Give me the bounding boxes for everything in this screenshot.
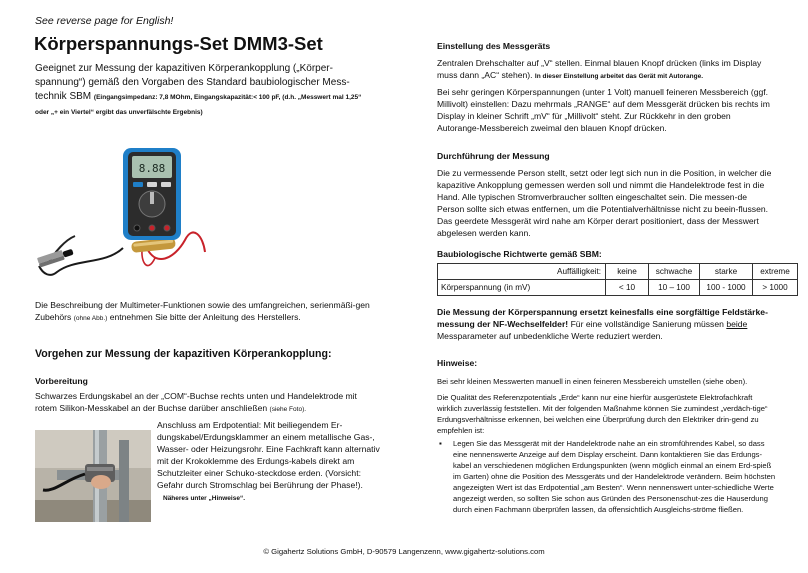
settings-paragraph-2: Bei sehr geringen Körperspannungen (unter 1 Volt) manuell feineren Messbereich (ggf. Millivolt) einstellen: Dazu mehrmals „RANGE“ auf dem Messgerät drücken bis rechts im Display in kleiner Schrift „mV“ für „Millivolt“ steht. Zur Rückkehr in den groben Autorange-Messbereich zweimal den blauen Knopf drücken. — [437, 87, 770, 133]
table-cell: Auffälligkeit: — [438, 264, 606, 280]
table-cell: keine — [606, 264, 649, 280]
table-cell: 10 – 100 — [649, 280, 700, 296]
preparation-text — [35, 390, 375, 416]
multimeter-set-photo — [35, 140, 207, 280]
notes-paragraph-1: Bei sehr kleinen Messwerten manuell in einen feineren Messbereich umstellen (siehe oben). — [437, 377, 748, 386]
footer-copyright: © Gigahertz Solutions GmbH, D-90579 Langenzenn, www.gigahertz-solutions.com — [263, 547, 545, 556]
table-cell: Körperspannung (in mV) — [438, 280, 606, 296]
notes-reference: Näheres unter „Hinweise“. — [163, 495, 245, 502]
preparation-photo-note: (siehe Foto). — [269, 406, 307, 413]
accessories-description — [35, 299, 380, 325]
preparation-instructions: Schwarzes Erdungskabel an der „COM“-Buchse rechts unten und Handelektrode mit rotem Silikon-Messkabel an der Buchse darüber anschließen — [35, 391, 357, 413]
notes-list — [437, 438, 777, 515]
shock-warning: (Vorsicht: Gefahr durch Stromschlag bei Berührung der Phase!). — [157, 468, 363, 490]
settings-paragraph-1 — [437, 57, 772, 83]
sbm-heading: Baubiologische Richtwerte gemäß SBM: — [437, 249, 602, 259]
description-text: Die Beschreibung der Multimeter-Funktionen sowie des umfangreichen, serienmäßi-gen Zubehörs — [35, 300, 370, 322]
table-cell: > 1000 — [753, 280, 798, 296]
intro-small-print: (Eingangsimpedanz: 7,8 MOhm, Eingangskapazität:< 100 pF, (d.h. „Messwert mal 1,25“ oder „+ ein Viertel“ ergibt das unverfälschte Ergebnis) — [35, 94, 362, 116]
replacement-text-end: Messparameter auf unbedenkliche Werte reduziert werden. — [437, 331, 663, 341]
procedure-heading: Vorgehen zur Messung der kapazitiven Körperankopplung: — [35, 348, 332, 360]
preparation-heading: Vorbereitung — [35, 376, 88, 386]
table-row — [438, 280, 798, 296]
earth-clamp-photo — [35, 430, 151, 522]
table-cell: < 10 — [606, 280, 649, 296]
description-text-end: entnehmen Sie bitte der Anleitung des Herstellers. — [109, 312, 301, 322]
switch-instructions: Zentralen Drehschalter auf „V“ stellen. Einmal blauen Knopf drücken (links im Display muss dann „AC“ stehen). — [437, 58, 762, 80]
settings-heading: Einstellung des Messgeräts — [437, 41, 551, 51]
replacement-text: Für eine vollständige Sanierung müssen — [570, 319, 724, 329]
table-cell: 100 - 1000 — [700, 280, 753, 296]
earth-connection-instructions: Anschluss am Erdpotential: Mit beiliegendem Er-dungskabel/Erdungsklammer an einem metallische Gas-, Wasser- oder Heizungsrohr. Eine Fachkraft kann alternativ mit der Krokoklemme des Erdungs-kabels direkt am Schutzleiter einer Schuko-steckdose erden. — [157, 420, 380, 478]
replacement-emphasis: beide — [726, 319, 748, 329]
document-title: Körperspannungs-Set DMM3-Set — [34, 33, 323, 54]
notes-heading: Hinweise: — [437, 358, 478, 368]
replacement-warning: Die Messung der Körperspannung ersetzt keinesfalls eine sorgfältige Feldstärke-messung der NF-Wechselfelder! — [437, 307, 768, 329]
description-small-note: (ohne Abb.) — [73, 315, 108, 322]
measurement-text: Die zu vermessende Person stellt, setzt oder legt sich nun in die Position, in welcher die kapazitive Ankopplung gemessen werden soll und nimmt die Handelektrode fest in die Hand. Alle typischen Stromverbraucher sollten eingeschaltet sein. Die messen-de Person sollte sich etwas entfernen, um die Potentialverhältnisse nicht zu beein-flussen. Das geerdete Messgerät wird nahe am Körper derart positioniert, dass der Messwert abgelesen werden kann. — [437, 168, 772, 238]
list-item: ▪ Legen Sie das Messgerät mit der Handelektrode nahe an ein stromführendes Kabel, so dass eine nennenswerte Anzeige auf dem Display erscheint. Dann kontaktieren Sie das Erdungs-kabel an verschiedenen möglichen Erdungspunkten (wenn möglich einmal an einem Erd-spieß im Garten) ohne die Position des Messgeräts und der Handelektrode verändern. Beim höchsten angezeigten Wert ist das Erdpotential „am Besten“. Wenn nennenswert unter-schiedliche Werte angezeigt werden, so sollten Sie schon aus Gründen des Personenschut-zes die Hauserdung durch einen Fachmann überprüfen lassen, da offensichtlich Ausgleichs-ströme fließen. — [437, 438, 777, 515]
table-cell: schwache — [649, 264, 700, 280]
table-cell: starke — [700, 264, 753, 280]
notes-paragraph-2: Die Qualität des Referenzpotentials „Erde“ kann nur eine hierfür ausgerüstete Elektrofachkraft wirklich zuverlässig feststellen. Mit der folgenden Maßnahme können Sie zumindest „verdäch-tige“ Erdungsverhältnisse erkennen, bei welchen eine Überprüfung durch den Elektriker drin-gend zu empfehlen ist: — [437, 393, 768, 435]
replacement-note — [437, 306, 772, 342]
measurement-heading: Durchführung der Messung — [437, 151, 550, 161]
table-row — [438, 264, 798, 280]
reverse-page-note: See reverse page for English! — [35, 15, 174, 27]
table-cell: extreme — [753, 264, 798, 280]
earth-connection-text — [157, 419, 381, 505]
autorange-note: In dieser Einstellung arbeitet das Gerät mit Autorange. — [534, 73, 703, 80]
intro-paragraph — [35, 62, 370, 120]
intro-text: Geeignet zur Messung der kapazitiven Körperankopplung („Körper-spannung“) gemäß den Vorgaben des Standard baubiologischer Mess-technik SBM — [35, 63, 350, 102]
sbm-guideline-table — [437, 263, 798, 296]
svg-text:8.88: 8.88 — [138, 162, 166, 175]
